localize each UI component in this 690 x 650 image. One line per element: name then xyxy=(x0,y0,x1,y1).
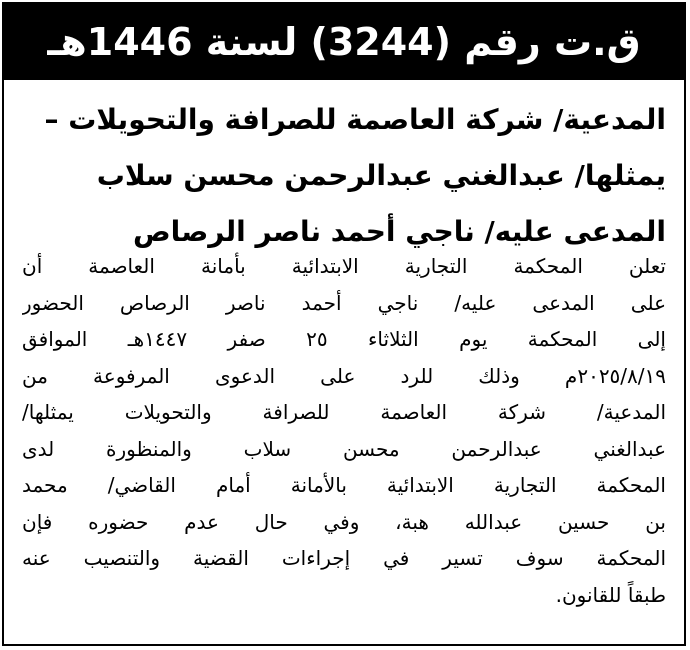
plaintiff-line: المدعية/ شركة العاصمة للصرافة والتحويلات – xyxy=(44,103,666,136)
body-line: طبقاً للقانون. xyxy=(555,582,666,607)
body-line: على المدعى عليه/ ناجي أحمد ناصر الرصاص الحضور xyxy=(22,290,666,315)
body-line: بن حسين عبدالله هبة، وفي حال عدم حضوره فإن xyxy=(22,509,666,534)
representative-line: يمثلها/ عبدالغني عبدالرحمن محسن سلاب xyxy=(96,159,666,192)
body-line: ٢٠٢٥/٨/١٩م وذلك للرد على الدعوى المرفوعة من xyxy=(22,363,666,388)
notice-body xyxy=(22,248,666,613)
body-line: تعلن المحكمة التجارية الابتدائية بأمانة العاصمة أن xyxy=(22,254,666,278)
body-line: المحكمة سوف تسير في إجراءات القضية والتنصيب عنه xyxy=(22,546,666,570)
body-line: المحكمة التجارية الابتدائية بالأمانة أمام القاضي/ محمد xyxy=(22,473,666,497)
defendant-line: المدعى عليه/ ناجي أحمد ناصر الرصاص xyxy=(133,215,666,248)
body-line: المدعية/ شركة العاصمة للصرافة والتحويلات يمثلها/ xyxy=(22,400,666,424)
case-number-header: ق.ت رقم (3244) لسنة 1446هـ xyxy=(4,4,684,80)
legal-notice xyxy=(2,2,686,646)
body-line: عبدالغني عبدالرحمن محسن سلاب والمنظورة لدى xyxy=(22,436,666,461)
parties-block xyxy=(22,92,666,260)
body-line: إلى المحكمة يوم الثلاثاء ٢٥ صفر ١٤٤٧هـ الموافق xyxy=(22,327,666,351)
